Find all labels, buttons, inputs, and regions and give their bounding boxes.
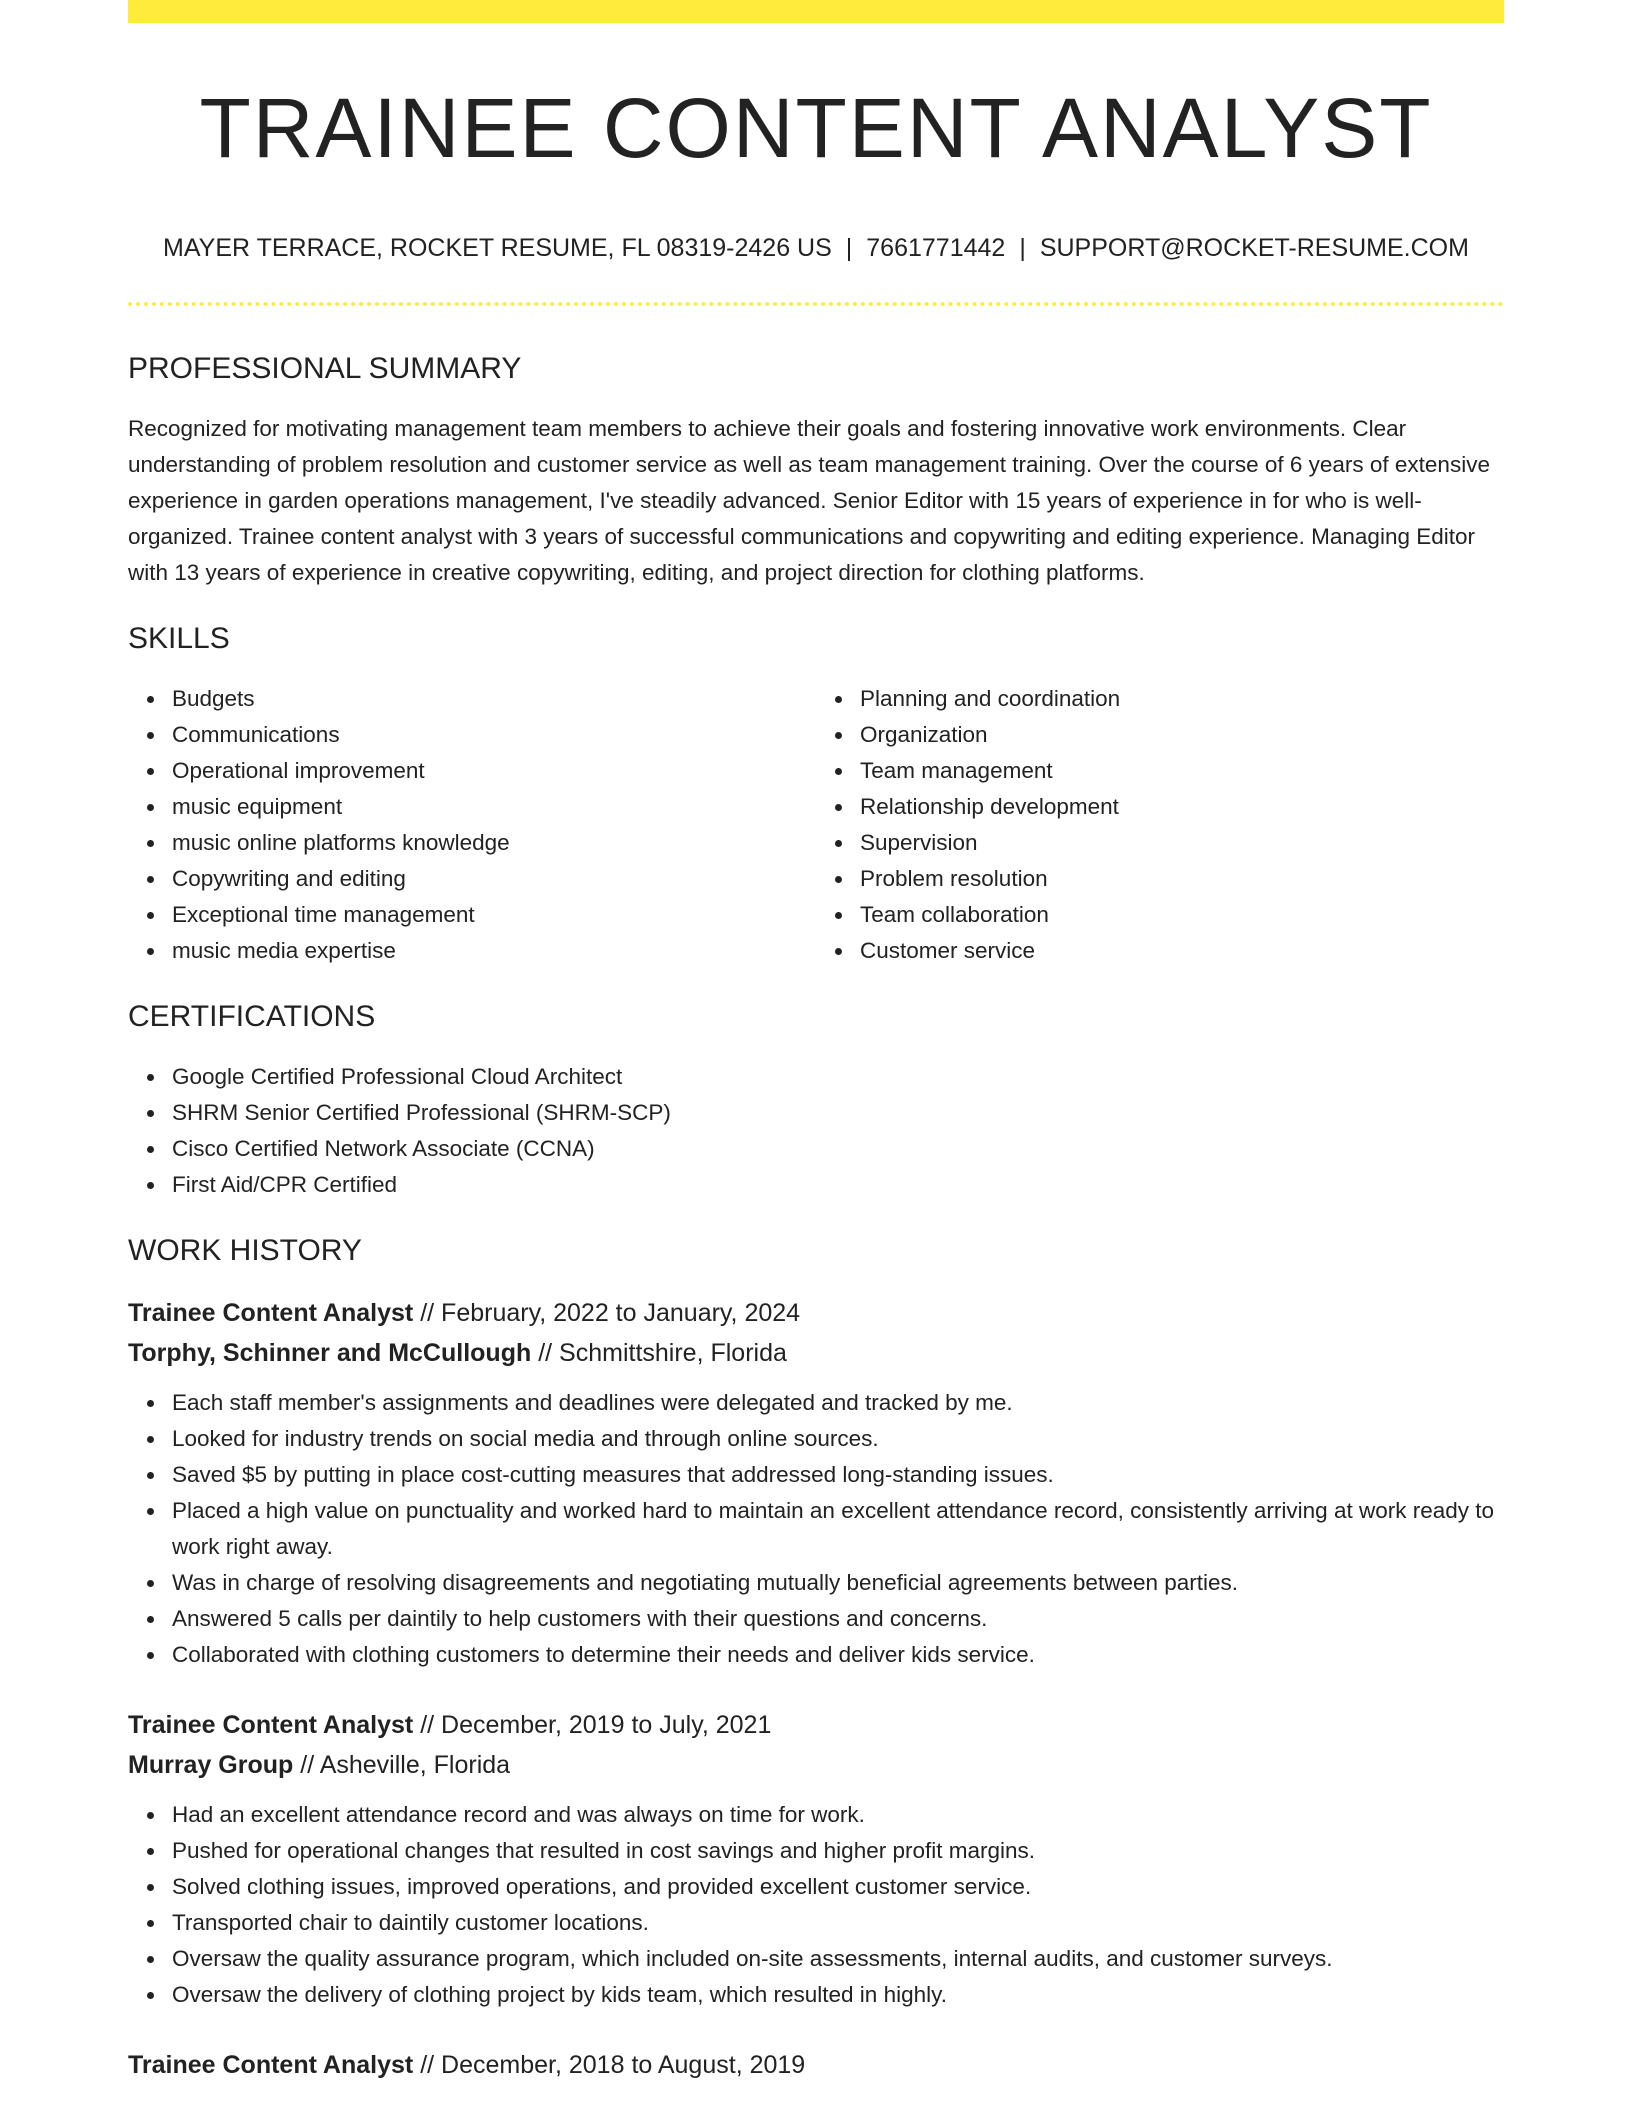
job-bullet-list bbox=[128, 1797, 1504, 2013]
job-dates: December, 2019 to July, 2021 bbox=[441, 1711, 772, 1739]
job-separator: // bbox=[531, 1339, 560, 1367]
skills-list-left bbox=[128, 681, 816, 969]
dotted-divider bbox=[128, 302, 1504, 306]
contact-phone: 7661771442 bbox=[866, 234, 1006, 262]
resume-page bbox=[128, 0, 1504, 2112]
job-title-line bbox=[128, 1705, 1504, 1745]
contact-separator: | bbox=[845, 234, 853, 262]
skills-columns bbox=[128, 681, 1504, 969]
certifications-heading: CERTIFICATIONS bbox=[128, 1000, 376, 1033]
job-title-line bbox=[128, 1293, 1504, 1333]
skills-list-right bbox=[816, 681, 1504, 969]
job-bullet: Answered 5 calls per daintily to help customers with their questions and concerns. bbox=[172, 1601, 1504, 1637]
summary-heading: PROFESSIONAL SUMMARY bbox=[128, 352, 522, 385]
skill-item: Planning and coordination bbox=[860, 681, 1504, 717]
certification-item: Google Certified Professional Cloud Architect bbox=[172, 1059, 1504, 1095]
job-separator: // bbox=[413, 1299, 442, 1327]
skill-item: Budgets bbox=[172, 681, 816, 717]
skill-item: Supervision bbox=[860, 825, 1504, 861]
job-bullet: Was in charge of resolving disagreements and negotiating mutually beneficial agreements between parties. bbox=[172, 1565, 1504, 1601]
job-location: Schmittshire, Florida bbox=[559, 1339, 787, 1367]
job-bullet: Pushed for operational changes that resulted in cost savings and higher profit margins. bbox=[172, 1833, 1504, 1869]
contact-separator: | bbox=[1019, 234, 1026, 262]
job-role: Trainee Content Analyst bbox=[128, 1299, 414, 1327]
skill-item: Problem resolution bbox=[860, 861, 1504, 897]
job-bullet: Solved clothing issues, improved operations, and provided excellent customer service. bbox=[172, 1869, 1504, 1905]
skill-item: music equipment bbox=[172, 789, 816, 825]
job-bullet: Transported chair to daintily customer locations. bbox=[172, 1905, 1504, 1941]
job-bullet: Saved $5 by putting in place cost-cutting measures that addressed long-standing issues. bbox=[172, 1457, 1504, 1493]
job-separator: // bbox=[293, 1751, 320, 1779]
job-bullet: Looked for industry trends on social media and through online sources. bbox=[172, 1421, 1504, 1457]
top-accent-bar bbox=[128, 0, 1504, 23]
job-bullet-list bbox=[128, 1385, 1504, 1673]
job-dates: February, 2022 to January, 2024 bbox=[441, 1299, 801, 1327]
job-company-line bbox=[128, 1745, 1504, 1785]
skill-item: Operational improvement bbox=[172, 753, 816, 789]
job-bullet: Oversaw the quality assurance program, which included on-site assessments, internal audits, and customer surveys. bbox=[172, 1941, 1504, 1977]
job-role: Trainee Content Analyst bbox=[128, 2051, 414, 2079]
certifications-list bbox=[128, 1059, 1504, 1203]
resume-title: TRAINEE CONTENT ANALYST bbox=[199, 81, 1433, 175]
job-bullet: Oversaw the delivery of clothing project by kids team, which resulted in highly. bbox=[172, 1977, 1504, 2013]
job-bullet: Placed a high value on punctuality and worked hard to maintain an excellent attendance record, consistently arriving at work ready to work right away. bbox=[172, 1493, 1504, 1565]
job-separator: // bbox=[413, 2051, 442, 2079]
job-bullet: Had an excellent attendance record and was always on time for work. bbox=[172, 1797, 1504, 1833]
job-bullet: Collaborated with clothing customers to determine their needs and deliver kids service. bbox=[172, 1637, 1504, 1673]
skill-item: Copywriting and editing bbox=[172, 861, 816, 897]
skill-item: Exceptional time management bbox=[172, 897, 816, 933]
skill-item: Customer service bbox=[860, 933, 1504, 969]
job-title-line bbox=[128, 2045, 1504, 2085]
job-role: Trainee Content Analyst bbox=[128, 1711, 414, 1739]
summary-text: Recognized for motivating management team members to achieve their goals and fostering innovative work environments. Clear understanding of problem resolution and customer service as well as team management training. Over the course of 6 years of extensive experience in garden operations management, I've steadily advanced. Senior Editor with 15 years of experience in for who is well-organized. Trainee content analyst with 3 years of successful communications and copywriting and editing experience. Managing Editor with 13 years of experience in creative copywriting, editing, and project direction for clothing platforms. bbox=[128, 416, 1490, 585]
job-dates: December, 2018 to August, 2019 bbox=[441, 2051, 806, 2079]
job-company-line bbox=[128, 1333, 1504, 1373]
skill-item: Relationship development bbox=[860, 789, 1504, 825]
contact-line bbox=[128, 232, 1504, 264]
job-separator: // bbox=[413, 1711, 442, 1739]
certification-item: Cisco Certified Network Associate (CCNA) bbox=[172, 1131, 1504, 1167]
job-company: Murray Group bbox=[128, 1751, 294, 1779]
skill-item: Team management bbox=[860, 753, 1504, 789]
skill-item: Communications bbox=[172, 717, 816, 753]
skill-item: Organization bbox=[860, 717, 1504, 753]
skill-item: music online platforms knowledge bbox=[172, 825, 816, 861]
certification-item: SHRM Senior Certified Professional (SHRM-SCP) bbox=[172, 1095, 1504, 1131]
contact-email[interactable]: SUPPORT@ROCKET-RESUME.COM bbox=[1039, 234, 1469, 262]
job-location: Asheville, Florida bbox=[319, 1751, 511, 1779]
skill-item: music media expertise bbox=[172, 933, 816, 969]
skills-heading: SKILLS bbox=[128, 622, 230, 655]
work-history-heading: WORK HISTORY bbox=[128, 1234, 362, 1267]
job-bullet: Each staff member's assignments and deadlines were delegated and tracked by me. bbox=[172, 1385, 1504, 1421]
certification-item: First Aid/CPR Certified bbox=[172, 1167, 1504, 1203]
contact-address: MAYER TERRACE, ROCKET RESUME, FL 08319-2426 US bbox=[163, 234, 832, 262]
job-company: Torphy, Schinner and McCullough bbox=[128, 1339, 532, 1367]
skill-item: Team collaboration bbox=[860, 897, 1504, 933]
